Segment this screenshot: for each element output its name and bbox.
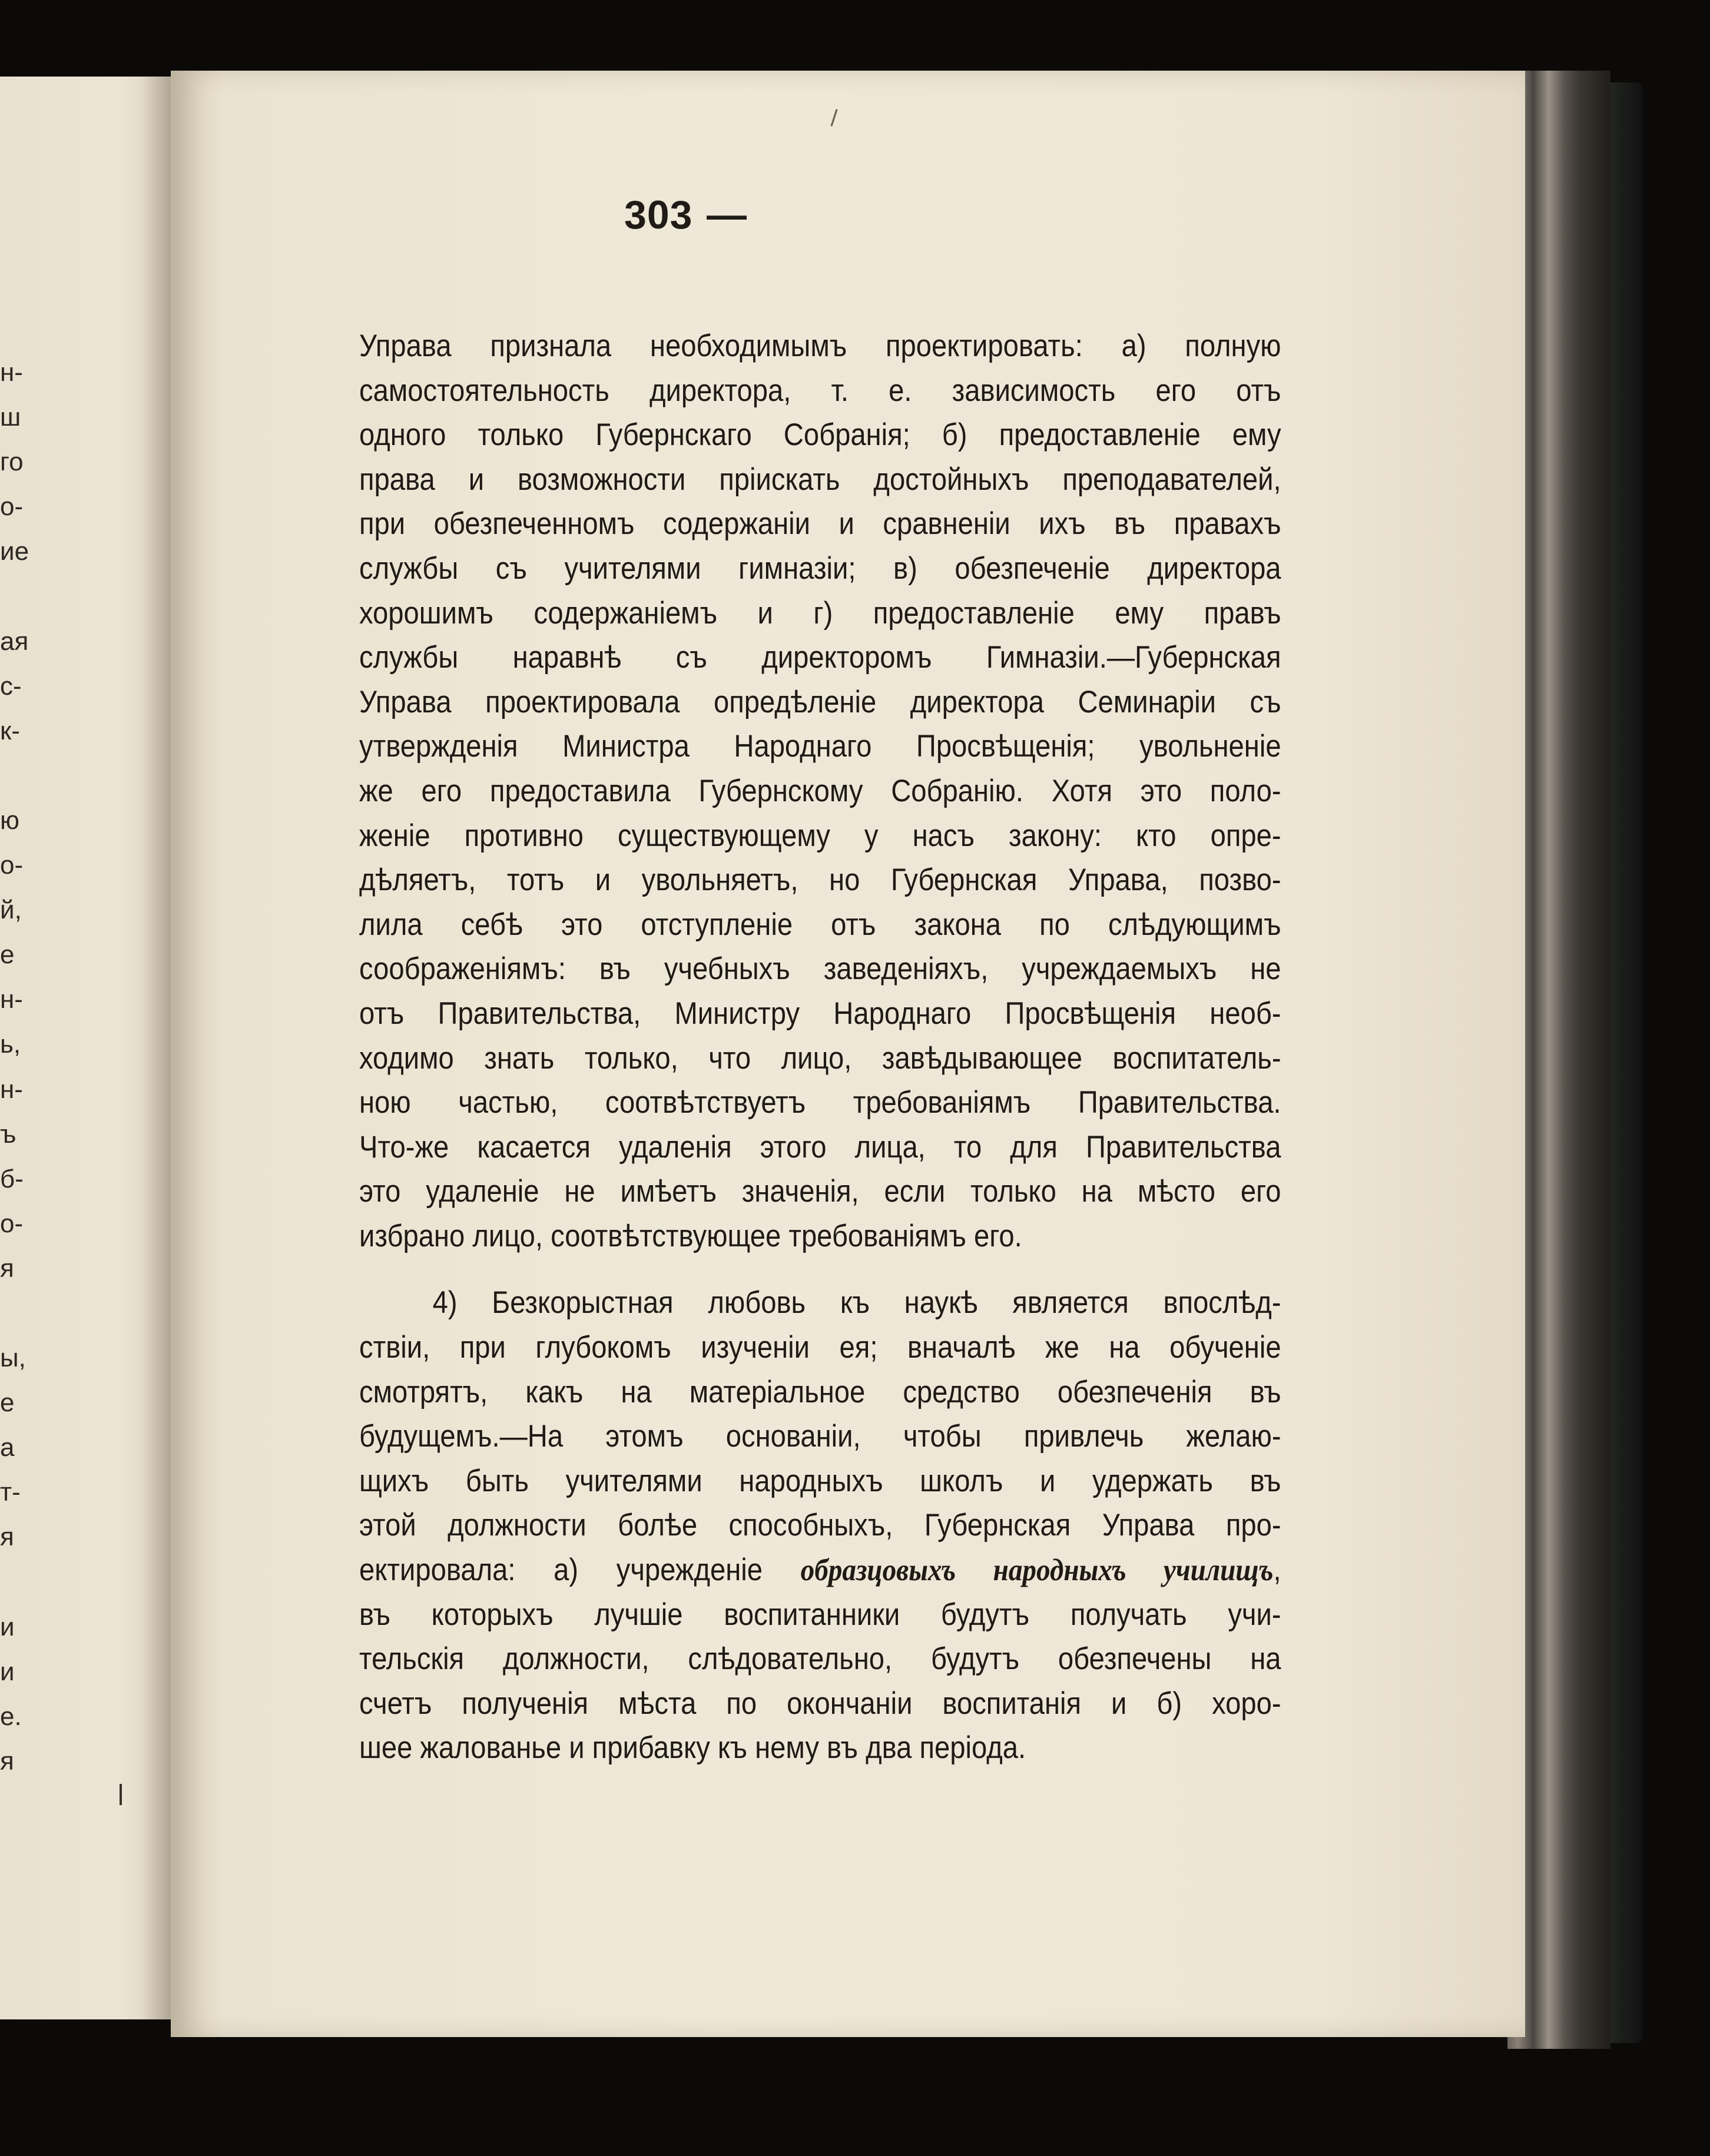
text-line: ходимо знать только, что лицо, завѣдывающее воспитатель- xyxy=(359,1040,1281,1076)
text-line: ствіи, при глубокомъ изученіи ея; вначалѣ же на обученіе xyxy=(359,1330,1281,1365)
left-fragment xyxy=(0,1291,35,1336)
text-line: будущемъ.—На этомъ основаніи, чтобы привлечь желаю- xyxy=(359,1419,1281,1454)
left-fragment: е xyxy=(0,940,15,970)
left-fragment: и xyxy=(0,1657,15,1686)
text-line: утвержденія Министра Народнаго Просвѣщенія; увольненіе xyxy=(359,729,1281,764)
page-number-dash: — xyxy=(707,193,747,237)
left-fragment: го xyxy=(0,447,24,477)
text-line: Управа проектировала опредѣленіе директора Семинаріи съ xyxy=(359,684,1281,719)
left-fragment xyxy=(0,1560,35,1605)
text-line-prefix: ектировала: а) учрежденіе xyxy=(359,1553,801,1588)
text-line: одного только Губернскаго Собранія; б) предоставленіе ему xyxy=(359,417,1281,453)
text-line: службы съ учителями гимназіи; в) обезпеченіе директора xyxy=(359,550,1281,586)
left-fragment xyxy=(0,574,35,619)
left-fragment: о- xyxy=(0,851,24,880)
text-line: при обезпеченномъ содержаніи и сравненіи ихъ въ правахъ xyxy=(359,506,1281,542)
left-fragment: ы, xyxy=(0,1344,26,1373)
stray-ink-mark xyxy=(120,1784,122,1805)
text-line: щихъ быть учителями народныхъ школъ и удержать въ xyxy=(359,1463,1281,1498)
text-line: дѣляетъ, тотъ и увольняетъ, но Губернская Управа, позво- xyxy=(359,863,1281,898)
text-line: отъ Правительства, Министру Народнаго Просвѣщенія необ- xyxy=(359,996,1281,1031)
paragraph-gap xyxy=(359,1258,1281,1281)
left-fragment: ие xyxy=(0,537,29,566)
text-line: соображеніямъ: въ учебныхъ заведеніяхъ, учреждаемыхъ не xyxy=(359,951,1281,987)
left-page-text-fragments xyxy=(0,350,35,1784)
left-fragment: б- xyxy=(0,1164,24,1193)
text-line-suffix: , xyxy=(1273,1553,1281,1588)
left-fragment: н- xyxy=(0,358,23,387)
left-fragment xyxy=(0,754,35,798)
left-fragment: н- xyxy=(0,1074,23,1104)
left-fragment: о- xyxy=(0,492,24,522)
left-fragment: ъ xyxy=(0,1119,16,1149)
text-line xyxy=(359,1548,1281,1593)
running-header xyxy=(624,180,907,250)
paragraph-2-lines-continued xyxy=(359,1593,1281,1770)
text-line: ною частью, соотвѣтствуетъ требованіямъ Правительства. xyxy=(359,1085,1281,1120)
left-fragment: с- xyxy=(0,671,22,701)
left-fragment: я xyxy=(0,1746,14,1776)
text-line: же его предоставила Губернскому Собранію. Хотя это поло- xyxy=(359,773,1281,808)
left-fragment: й, xyxy=(0,895,22,925)
text-line: хорошимъ содержаніемъ и г) предоставленіе ему правъ xyxy=(359,595,1281,631)
page-number: 303 xyxy=(624,193,693,237)
left-page-gutter-shadow xyxy=(141,77,171,2019)
left-fragment: о- xyxy=(0,1209,24,1238)
left-fragment: т- xyxy=(0,1478,21,1507)
text-line: женіе противно существующему у насъ закону: кто опре- xyxy=(359,818,1281,853)
text-line: этой должности болѣе способныхъ, Губернская Управа про- xyxy=(359,1508,1281,1543)
paragraph-2 xyxy=(359,1281,1281,1770)
text-line: избрано лицо, соотвѣтствующее требованіямъ его. xyxy=(359,1218,1022,1253)
left-fragment: а xyxy=(0,1433,15,1462)
text-line: въ которыхъ лучшіе воспитанники будутъ получать учи- xyxy=(359,1597,1281,1632)
text-line: это удаленіе не имѣетъ значенія, если только на мѣсто его xyxy=(359,1174,1281,1209)
left-fragment: и xyxy=(0,1612,15,1641)
left-fragment: ая xyxy=(0,626,29,656)
left-fragment: я xyxy=(0,1253,14,1283)
text-line: счетъ полученія мѣста по окончаніи воспитанія и б) хоро- xyxy=(359,1686,1281,1721)
paragraph-1 xyxy=(359,324,1281,1258)
left-fragment: ь, xyxy=(0,1030,21,1059)
text-line: права и возможности пріискать достойныхъ преподавателей, xyxy=(359,462,1281,497)
italic-emphasis: образцовыхъ народныхъ училищъ xyxy=(800,1553,1274,1588)
left-fragment: ю xyxy=(0,805,19,835)
page-body-text xyxy=(359,324,1281,1770)
text-line: Управа признала необходимымъ проектировать: а) полную xyxy=(359,329,1281,363)
left-fragment: я xyxy=(0,1523,14,1552)
text-line: Что-же касается удаленія этого лица, то для Правительства xyxy=(359,1129,1281,1165)
text-line: 4) Безкорыстная любовь къ наукѣ является впослѣд- xyxy=(432,1285,1281,1321)
left-fragment: к- xyxy=(0,716,20,745)
text-line: службы наравнѣ съ директоромъ Гимназіи.—Губернская xyxy=(359,640,1281,675)
text-line: тельскія должности, слѣдовательно, будутъ обезпечены на xyxy=(359,1641,1281,1677)
text-line: самостоятельность директора, т. е. зависимость его отъ xyxy=(359,373,1281,408)
text-line: смотрятъ, какъ на матеріальное средство обезпеченія въ xyxy=(359,1374,1281,1409)
left-fragment: е xyxy=(0,1388,15,1418)
left-fragment: е. xyxy=(0,1701,22,1731)
left-fragment: н- xyxy=(0,985,23,1014)
paragraph-2-lines xyxy=(359,1281,1281,1548)
text-line: шее жалованье и прибавку къ нему въ два періода. xyxy=(359,1730,1026,1766)
text-line: лила себѣ это отступленіе отъ закона по слѣдующимъ xyxy=(359,907,1281,942)
left-fragment: ш xyxy=(0,403,21,432)
